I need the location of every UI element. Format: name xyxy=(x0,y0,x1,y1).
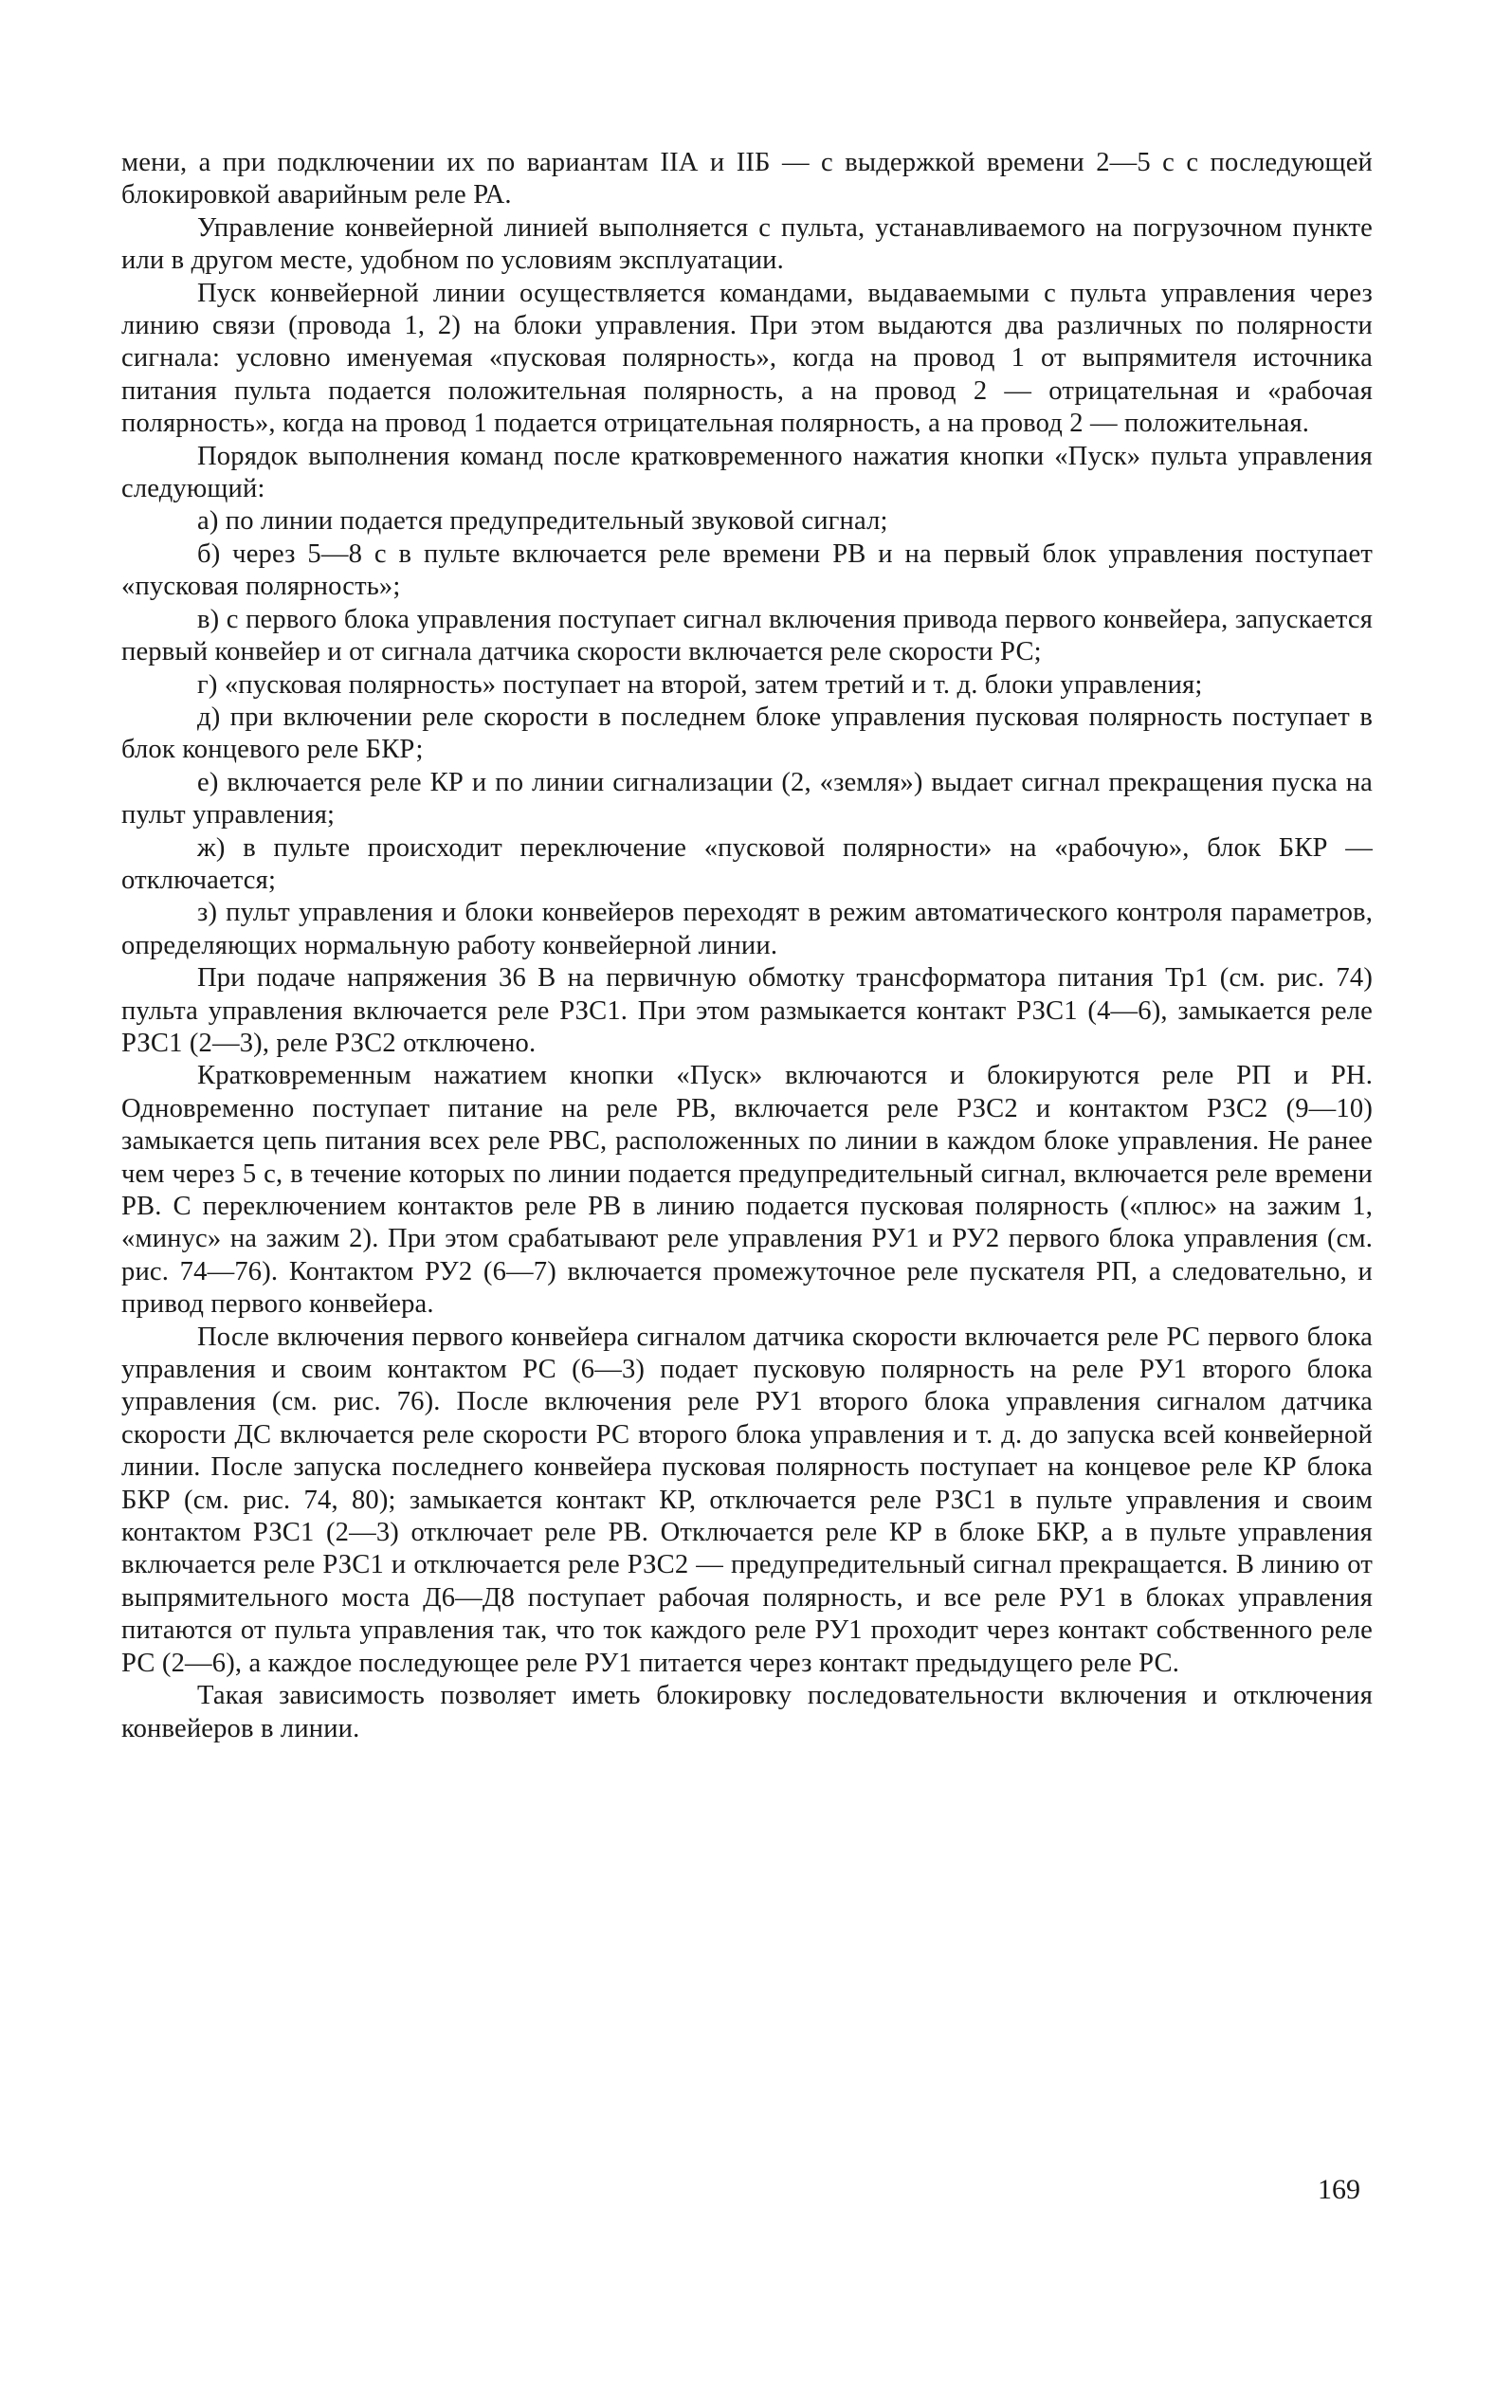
paragraph-continuation: мени, а при подключении их по вариантам IIА и IIБ — с выдержкой времени 2—5 с с последующей блокировкой аварийным реле РА. xyxy=(121,148,1373,210)
paragraph: После включения первого конвейера сигналом датчика скорости включается реле РС первого блока управления и своим контактом РС (6—3) подает пусковую полярность на реле РУ1 второго блока управления (см. рис. 76). После включения реле РУ1 второго блока управления сигналом датчика скорости ДС включается реле скорости РС второго блока управления и т. д. до запуска всей конвейерной линии. После запуска последнего конвейера пусковая полярность поступает на концевое реле КР блока БКР (см. рис. 74, 80); замыкается контакт КР, отключается реле РЗС1 в пульте управления и своим контактом РЗС1 (2—3) отключает реле РВ. Отключается реле КР в блоке БКР, а в пульте управления включается реле РЗС1 и отключается реле РЗС2 — предупредительный сигнал прекращается. В линию от выпрямительного моста Д6—Д8 поступает рабочая полярность, и все реле РУ1 в блоках управления питаются от пульта управления так, что ток каждого реле РУ1 проходит через контакт собственного реле РС (2—6), а каждое последующее реле РУ1 питается через контакт предыдущего реле РС. xyxy=(121,1322,1373,1678)
list-item: д) при включении реле скорости в последнем блоке управления пусковая полярность поступает в блок концевого реле БКР; xyxy=(121,702,1373,765)
paragraph: Управление конвейерной линией выполняется с пульта, устанавливаемого на погрузочном пункте или в другом месте, удобном по условиям эксплуатации. xyxy=(121,212,1373,276)
paragraph: Пуск конвейерной линии осуществляется командами, выдаваемыми с пульта управления через линию связи (провода 1, 2) на блоки управления. При этом выдаются два различных по полярности сигнала: условно именуемая «пусковая полярность», когда на провод 1 от выпрямителя источника питания пульта подается положительная полярность, а на провод 2 — отрицательная и «рабочая полярность», когда на провод 1 подается отрицательная полярность, а на провод 2 — положительная. xyxy=(121,278,1373,439)
list-item: в) с первого блока управления поступает сигнал включения привода первого конвейера, запускается первый конвейер и от сигнала датчика скорости включается реле скорости РС; xyxy=(121,604,1373,667)
list-item: ж) в пульте происходит переключение «пусковой полярности» на «рабочую», блок БКР — отключается; xyxy=(121,832,1373,895)
list-item: г) «пусковая полярность» поступает на второй, затем третий и т. д. блоки управления; xyxy=(197,669,1203,700)
list-item: а) по линии подается предупредительный звуковой сигнал; xyxy=(197,506,888,537)
list-item: б) через 5—8 с в пульте включается реле времени РВ и на первый блок управления поступает «пусковая полярность»; xyxy=(121,538,1373,602)
list-item: з) пульт управления и блоки конвейеров переходят в режим автоматического контроля параметров, определяющих нормальную работу конвейерной линии. xyxy=(121,898,1373,960)
paragraph: Кратковременным нажатием кнопки «Пуск» включаются и блокируются реле РП и РН. Одновременно поступает питание на реле РВ, включается реле РЗС2 и контактом РЗС2 (9—10) замыкается цепь питания всех реле РВС, расположенных по линии в каждом блоке управления. Не ранее чем через 5 с, в течение которых по линии подается предупредительный сигнал, включается реле времени РВ. С переключением контактов реле РВ в линию подается пусковая полярность («плюс» на зажим 1, «минус» на зажим 2). При этом срабатывают реле управления РУ1 и РУ2 первого блока управления (см. рис. 74—76). Контактом РУ2 (6—7) включается промежуточное реле пускателя РП, а следовательно, и привод первого конвейера. xyxy=(121,1061,1373,1320)
page-number: 169 xyxy=(1318,2174,1360,2205)
paragraph: Такая зависимость позволяет иметь блокировку последовательности включения и отключения конвейеров в линии. xyxy=(121,1681,1373,1743)
paragraph: При подаче напряжения 36 В на первичную обмотку трансформатора питания Тр1 (см. рис. 74) пульта управления включается реле РЗС1. При этом размыкается контакт РЗС1 (4—6), замыкается реле РЗС1 (2—3), реле РЗС2 отключено. xyxy=(121,963,1373,1058)
body-text xyxy=(121,147,1373,1745)
list-item: е) включается реле КР и по линии сигнализации (2, «земля») выдает сигнал прекращения пуска на пульт управления; xyxy=(121,767,1373,830)
paragraph: Порядок выполнения команд после кратковременного нажатия кнопки «Пуск» пульта управления следующий: xyxy=(121,441,1373,504)
